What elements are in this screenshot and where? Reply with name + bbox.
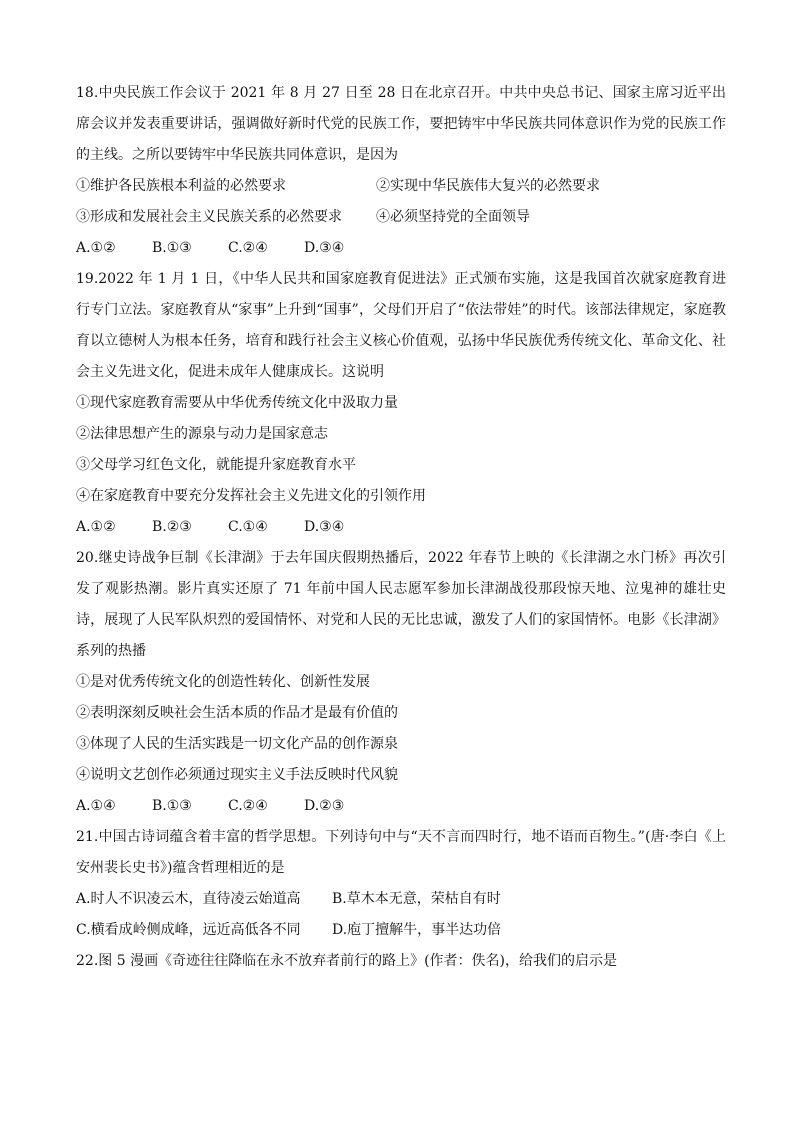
question-18-item-1: ①维护各民族根本利益的必然要求 <box>76 178 286 194</box>
question-20-choices <box>76 791 726 822</box>
question-18-stem: 18.中央民族工作会议于 2021 年 8 月 27 日至 28 日在北京召开。中共中央总书记、国家主席习近平出席会议并发表重要讲话，强调做好新时代党的民族工作，要把铸牢中华民族共同体意识作为党的民族工作的主线。之所以要铸牢中华民族共同体意识，是因为 <box>76 85 726 163</box>
question-21-option-d: D.庖丁擅解牛，事半达功倍 <box>332 922 502 938</box>
question-20-choice-b: B.①③ <box>152 798 192 814</box>
question-19-stem: 19.2022 年 1 月 1 日，《中华人民共和国家庭教育促进法》正式颁布实施，这是我国首次就家庭教育进行专门立法。家庭教育从“家事”上升到“国事”，父母们开启了“依法带娃”的时代。该部法律规定，家庭教育以立德树人为根本任务，培育和践行社会主义核心价值观，弘扬中华民族优秀传统文化、革命文化、社会主义先进文化，促进未成年人健康成长。这说明 <box>76 271 726 380</box>
question-20-choice-d: D.②③ <box>304 798 345 814</box>
question-20-item-3: ③体现了人民的生活实践是一切文化产品的创作源泉 <box>76 736 398 752</box>
question-18-choices <box>76 233 726 264</box>
question-20-stem: 20.继史诗战争巨制《长津湖》于去年国庆假期热播后，2022 年春节上映的《长津湖之水门桥》再次引发了观影热潮。影片真实还原了 71 年前中国人民志愿军参加长津湖战役那段惊天地、泣鬼神的雄壮史诗，展现了人民军队炽烈的爱国情怀、对党和人民的无比忠诚，激发了人们的家国情怀。电影《长津湖》系列的热播 <box>76 550 726 659</box>
question-18-item-3: ③形成和发展社会主义民族关系的必然要求 <box>76 209 342 225</box>
question-18-choice-d: D.③④ <box>304 240 345 256</box>
question-19-item-4: ④在家庭教育中要充分发挥社会主义先进文化的引领作用 <box>76 488 426 504</box>
question-19-choice-c: C.①④ <box>228 519 268 535</box>
question-18-choice-c: C.②④ <box>228 240 268 256</box>
question-18-item-2: ②实现中华民族伟大复兴的必然要求 <box>376 178 600 194</box>
question-18-items-row-1 <box>76 171 726 202</box>
question-21-options-row-2 <box>76 915 726 946</box>
question-20-item-2: ②表明深刻反映社会生活本质的作品才是最有价值的 <box>76 705 398 721</box>
question-19-item-3: ③父母学习红色文化，就能提升家庭教育水平 <box>76 457 356 473</box>
question-20-choice-a: A.①④ <box>76 798 116 814</box>
question-19-item-1: ①现代家庭教育需要从中华优秀传统文化中汲取力量 <box>76 395 398 411</box>
question-20-item-1: ①是对优秀传统文化的创造性转化、创新性发展 <box>76 674 370 690</box>
question-21-option-c: C.横看成岭侧成峰，远近高低各不同 <box>76 922 301 938</box>
question-19-item-2: ②法律思想产生的源泉与动力是国家意志 <box>76 426 328 442</box>
question-18-choice-a: A.①② <box>76 240 116 256</box>
question-21-option-a: A.时人不识凌云木，直待凌云始道高 <box>76 891 301 907</box>
question-18-choice-b: B.①③ <box>152 240 192 256</box>
question-21-option-b: B.草木本无意，荣枯自有时 <box>332 891 501 907</box>
question-19-choice-a: A.①② <box>76 519 116 535</box>
question-21-stem: 21.中国古诗词蕴含着丰富的哲学思想。下列诗句中与“天不言而四时行，地不语而百物生。”(唐·李白《上安州裴长史书》)蕴含哲理相近的是 <box>76 829 726 876</box>
question-22-stem: 22.图 5 漫画《奇迹往往降临在永不放弃者前行的路上》(作者：佚名)，给我们的启示是 <box>76 953 617 969</box>
question-19-choice-d: D.③④ <box>304 519 345 535</box>
question-21-options-row-1 <box>76 884 726 915</box>
question-19-choice-b: B.②③ <box>152 519 192 535</box>
question-18-item-4: ④必须坚持党的全面领导 <box>376 209 530 225</box>
question-18-items-row-2 <box>76 202 726 233</box>
question-19-choices <box>76 512 726 543</box>
question-20-item-4: ④说明文艺创作必须通过现实主义手法反映时代风貌 <box>76 767 398 783</box>
document-page <box>76 78 726 977</box>
question-20-choice-c: C.②④ <box>228 798 268 814</box>
